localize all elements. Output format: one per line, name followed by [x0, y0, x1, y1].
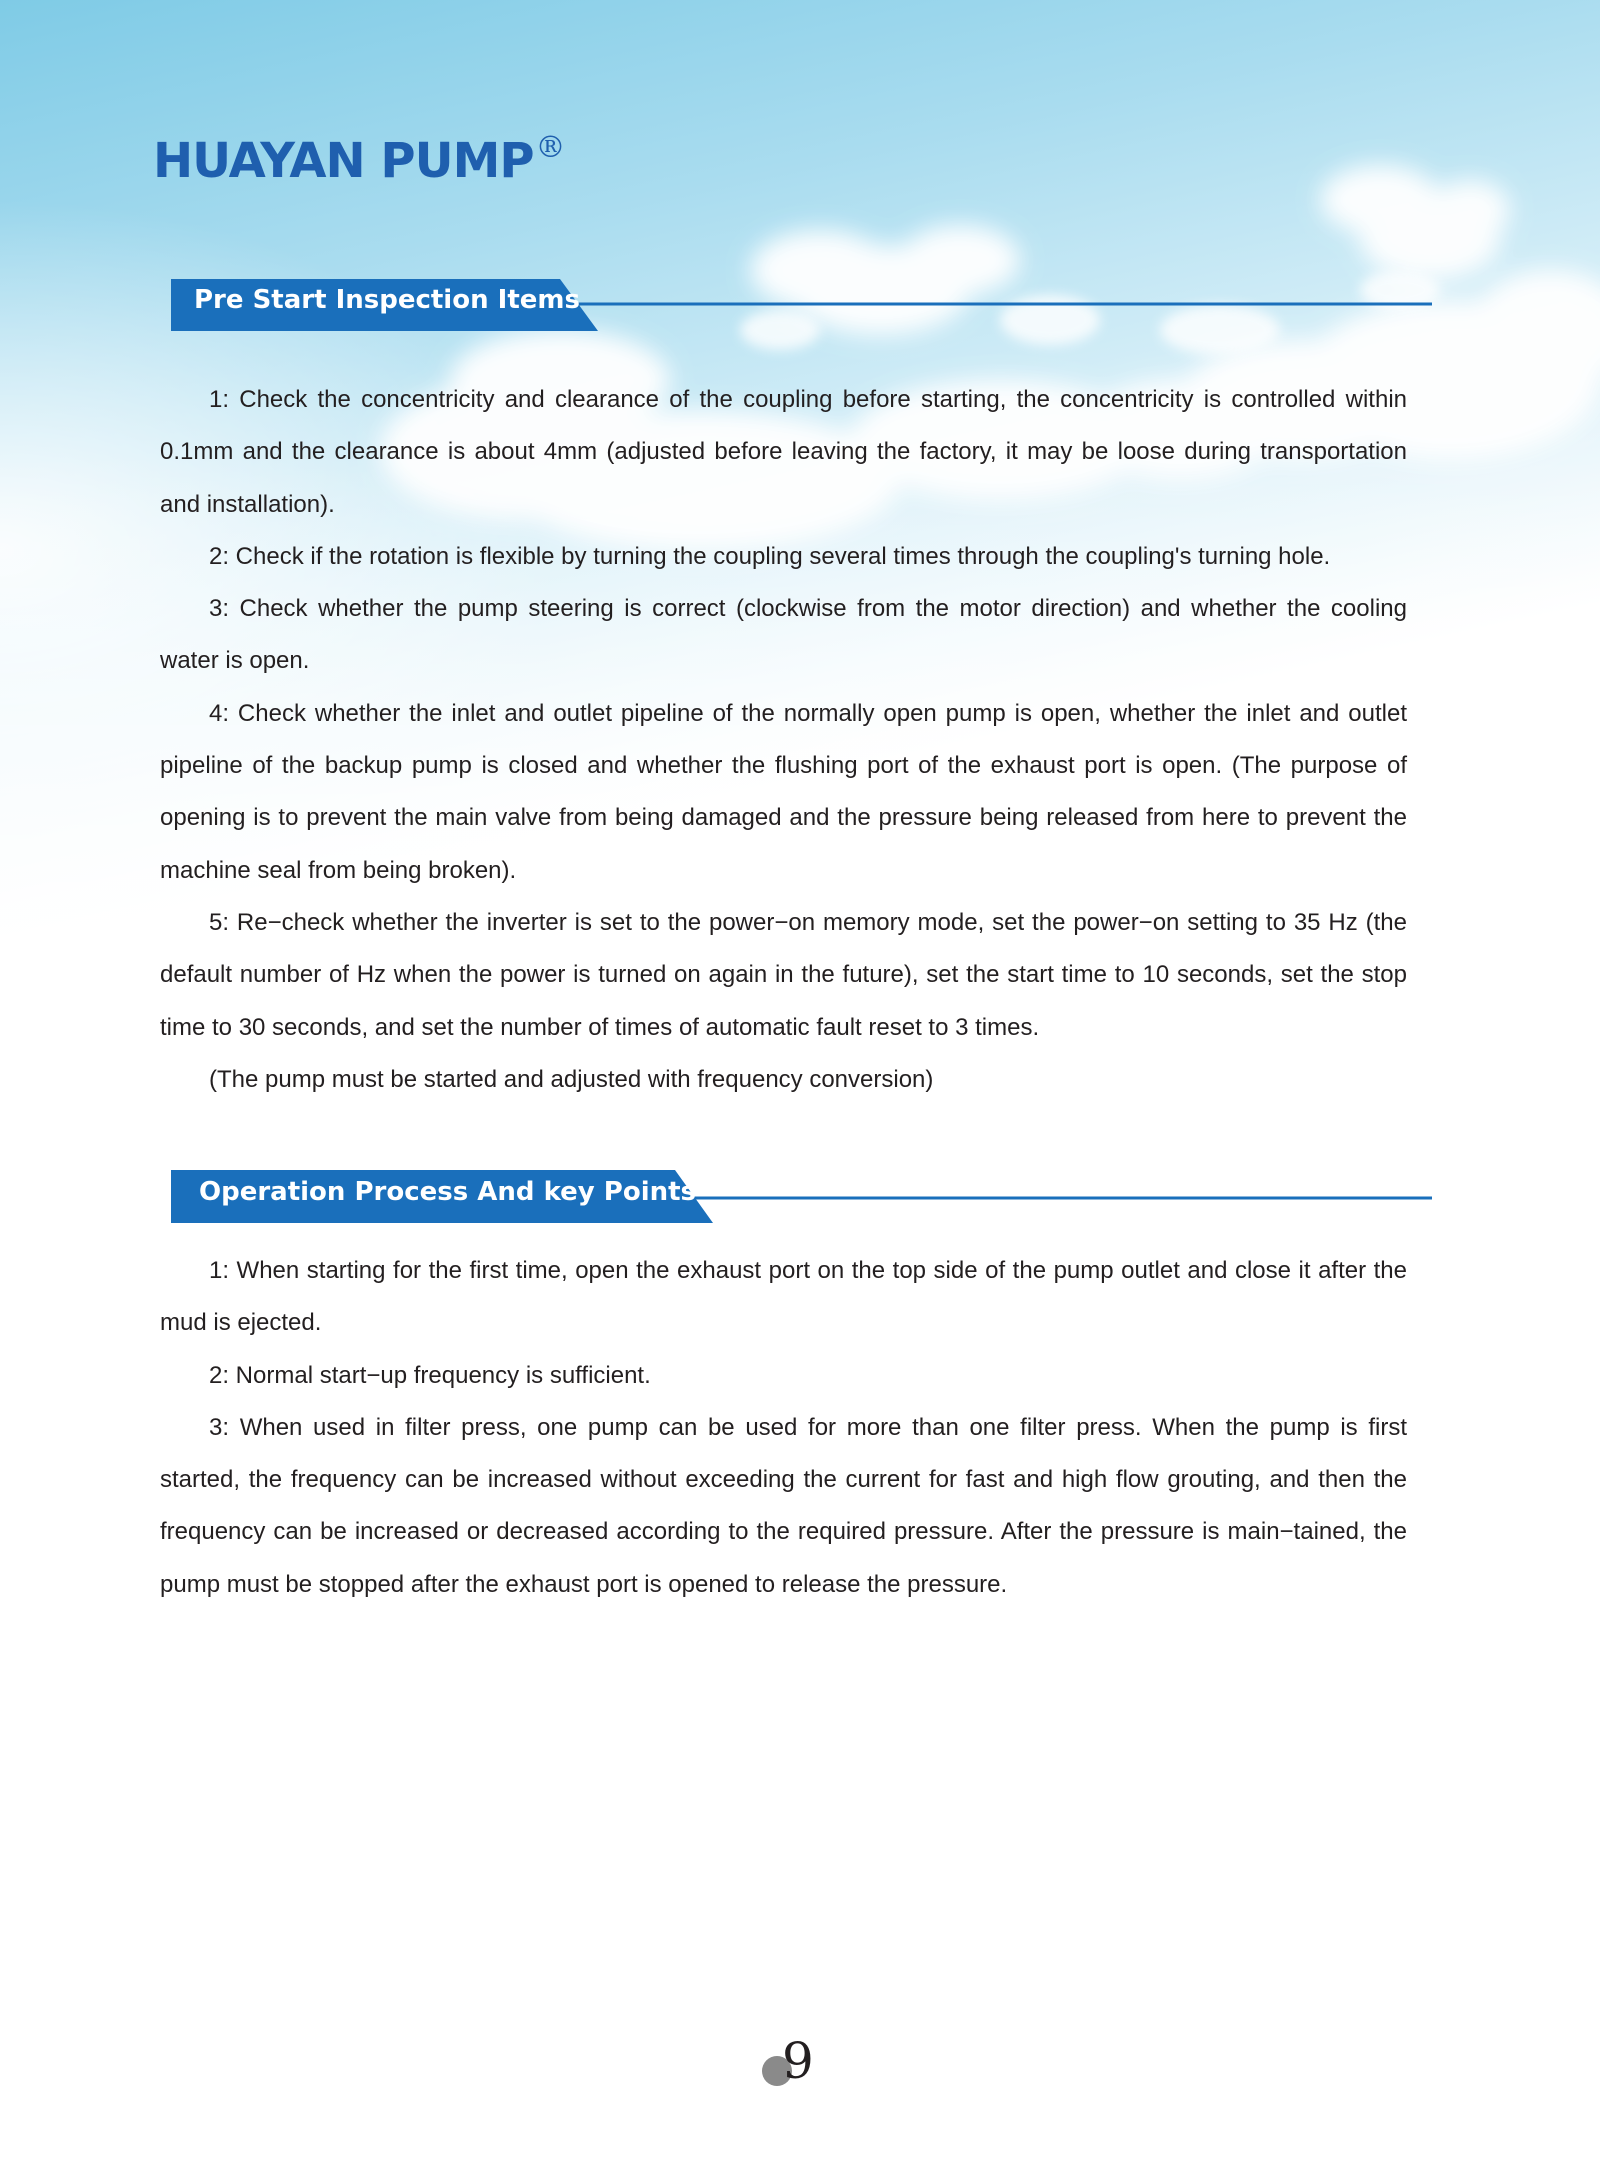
section-header-operation — [0, 1166, 1600, 1226]
page-number — [762, 2034, 822, 2094]
paragraph: 2: Normal start−up frequency is sufficient. — [209, 1361, 651, 1389]
section-body-pre-start — [160, 374, 1407, 1106]
section-header-pre-start — [0, 275, 1600, 335]
paragraph: 4: Check whether the inlet and outlet pipeline of the normally open pump is open, whether the inlet and outlet pipeline of the backup pump is closed and whether the flushing port of the exhaust port is open. (The purpose of opening is to prevent the main valve from being damaged and the pressure being released from here to prevent the machine seal from being broken). — [160, 699, 1407, 884]
section-body-operation — [160, 1245, 1407, 1611]
paragraph: (The pump must be started and adjusted with frequency conversion) — [209, 1065, 934, 1093]
paragraph: 1: When starting for the first time, open the exhaust port on the top side of the pump outlet and close it after the mud is ejected. — [160, 1257, 1407, 1337]
brand-logo — [153, 130, 565, 189]
paragraph: 3: When used in filter press, one pump can be used for more than one filter press. When the pump is first started, the frequency can be increased without exceeding the current for fast and high flow grouting, and then the frequency can be increased or decreased according to the required pressure. After the pressure is main−tained, the pump must be stopped after the exhaust port is opened to release the pressure. — [160, 1413, 1407, 1598]
paragraph: 5: Re−check whether the inverter is set to the power−on memory mode, set the power−on setting to 35 Hz (the default number of Hz when the power is turned on again in the future), set the start time to 10 seconds, set the stop time to 30 seconds, and set the number of times of automatic fault reset to 3 times. — [160, 908, 1407, 1041]
section-title: Operation Process And key Points — [199, 1177, 697, 1207]
registered-mark: ® — [535, 130, 565, 165]
paragraph: 2: Check if the rotation is flexible by turning the coupling several times through the coupling's turning hole. — [209, 542, 1331, 570]
paragraph: 1: Check the concentricity and clearance of the coupling before starting, the concentricity is controlled within 0.1mm and the clearance is about 4mm (adjusted before leaving the factory, it may be loose during transportation and installation). — [160, 386, 1407, 518]
paragraph: 3: Check whether the pump steering is correct (clockwise from the motor direction) and whether the cooling water is open. — [160, 595, 1407, 675]
section-title: Pre Start Inspection Items — [194, 285, 580, 315]
page-number-text: 9 — [782, 2032, 814, 2090]
brand-name: HUAYAN PUMP — [153, 133, 534, 189]
